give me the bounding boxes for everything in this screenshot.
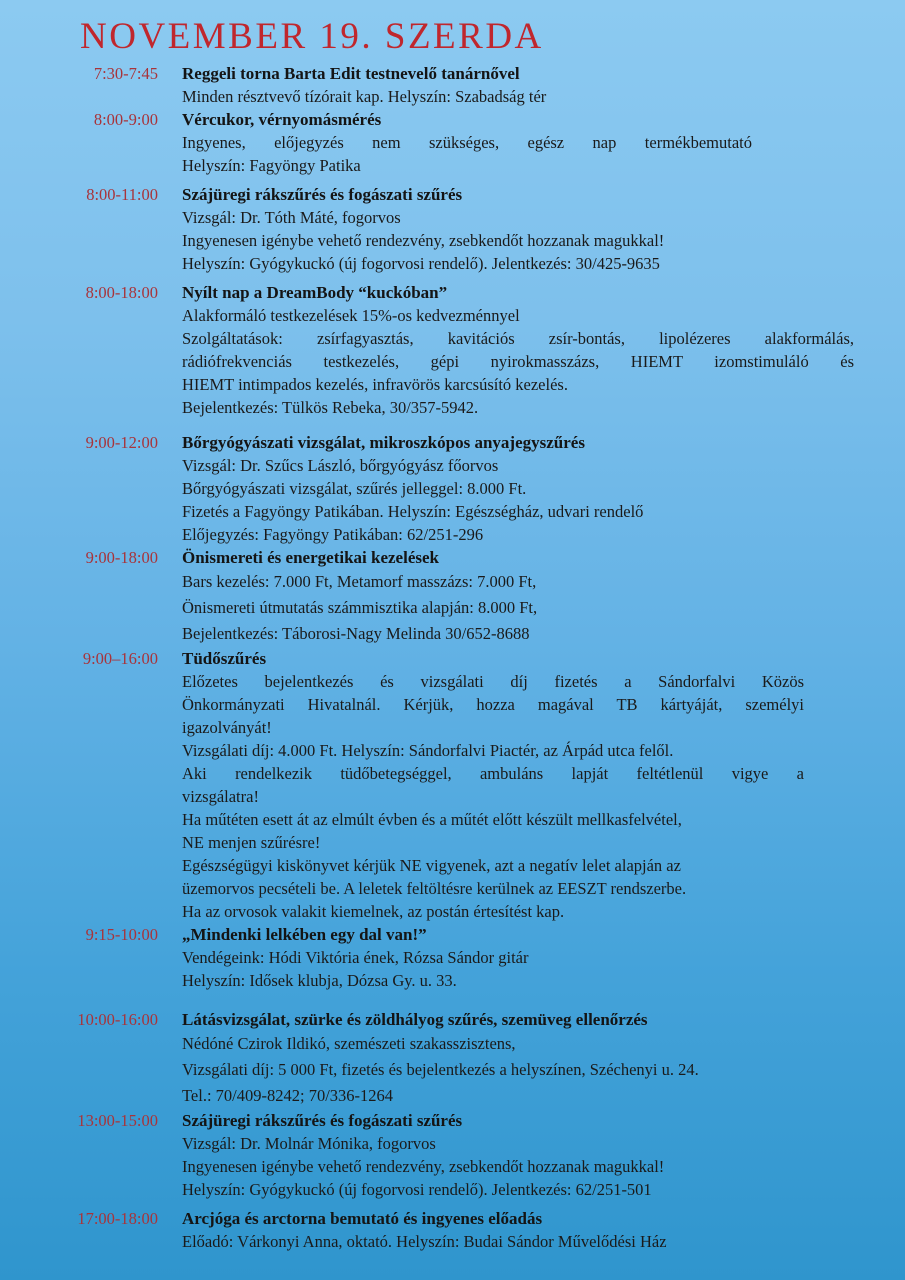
event-item	[0, 183, 905, 275]
event-detail: Előjegyzés: Fagyöngy Patikában: 62/251-296	[182, 525, 484, 544]
event-title: Nyílt nap a DreamBody “kuckóban”	[182, 283, 448, 302]
event-item	[0, 1008, 905, 1109]
event-detail: Helyszín: Gyógykuckó (új fogorvosi rendelő). Jelentkezés: 62/251-501	[182, 1180, 652, 1199]
event-detail: Helyszín: Gyógykuckó (új fogorvosi rendelő). Jelentkezés: 30/425-9635	[182, 254, 660, 273]
page-title: NOVEMBER 19. SZERDA	[80, 16, 544, 57]
event-detail: Önismereti útmutatás számmisztika alapján: 8.000 Ft,	[182, 598, 538, 617]
event-item	[0, 1109, 905, 1201]
event-detail: Előzetes bejelentkezés és vizsgálati díj fizetés a Sándorfalvi Közös	[182, 672, 804, 691]
event-detail: Önkormányzati Hivatalnál. Kérjük, hozza magával TB kártyáját, személyi	[182, 695, 804, 714]
event-title: Szájüregi rákszűrés és fogászati szűrés	[182, 185, 463, 204]
event-item	[0, 281, 905, 419]
event-item	[0, 62, 905, 108]
event-title: Reggeli torna Barta Edit testnevelő tanárnővel	[182, 64, 520, 83]
event-detail: vizsgálatra!	[182, 787, 259, 806]
event-detail: Vizsgál: Dr. Szűcs László, bőrgyógyász főorvos	[182, 456, 499, 475]
event-detail: Bőrgyógyászati vizsgálat, szűrés jelleggel: 8.000 Ft.	[182, 479, 527, 498]
event-item	[0, 1207, 905, 1253]
event-schedule	[0, 62, 905, 1253]
event-detail: Ha műtéten esett át az elmúlt évben és a műtét előtt készült mellkasfelvétel,	[182, 810, 682, 829]
event-detail: Aki rendelkezik tüdőbetegséggel, ambuláns lapját feltétlenül vigye a	[182, 764, 804, 783]
event-detail: Előadó: Várkonyi Anna, oktató. Helyszín: Budai Sándor Művelődési Ház	[182, 1232, 667, 1251]
event-title: „Mindenki lelkében egy dal van!”	[182, 925, 427, 944]
event-time: 13:00-15:00	[77, 1111, 158, 1130]
event-detail: Alakformáló testkezelések 15%-os kedvezménnyel	[182, 306, 520, 325]
event-title: Tüdőszűrés	[182, 649, 267, 668]
event-title: Vércukor, vérnyomásmérés	[182, 110, 382, 129]
event-detail: Ha az orvosok valakit kiemelnek, az postán értesítést kap.	[182, 902, 565, 921]
event-detail: Fizetés a Fagyöngy Patikában. Helyszín: Egészségház, udvari rendelő	[182, 502, 644, 521]
event-detail: Bejelentkezés: Tülkös Rebeka, 30/357-5942.	[182, 398, 479, 417]
event-time: 10:00-16:00	[77, 1010, 158, 1029]
event-detail: Vizsgál: Dr. Tóth Máté, fogorvos	[182, 208, 401, 227]
event-detail: Ingyenes, előjegyzés nem szükséges, egész nap termékbemutató	[182, 133, 752, 152]
event-item	[0, 546, 905, 647]
event-item	[0, 431, 905, 546]
event-detail: Ingyenesen igénybe vehető rendezvény, zsebkendőt hozzanak magukkal!	[182, 1157, 665, 1176]
event-time: 9:00-18:00	[85, 548, 158, 567]
event-time: 9:00–16:00	[82, 649, 158, 668]
event-title: Látásvizsgálat, szürke és zöldhályog szűrés, szemüveg ellenőrzés	[182, 1010, 648, 1029]
event-detail: Egészségügyi kiskönyvet kérjük NE vigyenek, azt a negatív lelet alapján az	[182, 856, 681, 875]
event-detail: Ingyenesen igénybe vehető rendezvény, zsebkendőt hozzanak magukkal!	[182, 231, 665, 250]
event-detail: Bejelentkezés: Táborosi-Nagy Melinda 30/652-8688	[182, 624, 530, 643]
event-detail: Vendégeink: Hódi Viktória ének, Rózsa Sándor gitár	[182, 948, 529, 967]
event-time: 17:00-18:00	[77, 1209, 158, 1228]
event-detail: Bars kezelés: 7.000 Ft, Metamorf masszázs: 7.000 Ft,	[182, 572, 537, 591]
event-detail: Vizsgálati díj: 5 000 Ft, fizetés és bejelentkezés a helyszínen, Széchenyi u. 24.	[182, 1060, 699, 1079]
event-item	[0, 923, 905, 992]
event-detail: Nédóné Czirok Ildikó, szemészeti szakasszisztens,	[182, 1034, 516, 1053]
event-title: Arcjóga és arctorna bemutató és ingyenes előadás	[182, 1209, 543, 1228]
event-detail: üzemorvos pecsételi be. A leletek feltöltésre kerülnek az EESZT rendszerbe.	[182, 879, 687, 898]
event-time: 7:30-7:45	[93, 64, 158, 83]
event-detail: Szolgáltatások: zsírfagyasztás, kavitációs zsír-bontás, lipolézeres alakformálás,	[182, 329, 854, 348]
event-item	[0, 108, 905, 177]
event-detail: igazolványát!	[182, 718, 272, 737]
event-time: 8:00-18:00	[85, 283, 158, 302]
event-detail: Vizsgálati díj: 4.000 Ft. Helyszín: Sándorfalvi Piactér, az Árpád utca felől.	[182, 741, 674, 760]
event-title: Önismereti és energetikai kezelések	[182, 548, 439, 567]
event-detail: Helyszín: Fagyöngy Patika	[182, 156, 361, 175]
event-detail: Helyszín: Idősek klubja, Dózsa Gy. u. 33.	[182, 971, 457, 990]
event-title: Szájüregi rákszűrés és fogászati szűrés	[182, 1111, 463, 1130]
event-item	[0, 647, 905, 923]
event-detail: Vizsgál: Dr. Molnár Mónika, fogorvos	[182, 1134, 436, 1153]
event-detail: rádiófrekvenciás testkezelés, gépi nyirokmasszázs, HIEMT izomstimuláló és	[182, 352, 854, 371]
event-title: Bőrgyógyászati vizsgálat, mikroszkópos anyajegyszűrés	[182, 433, 585, 452]
event-time: 9:15-10:00	[85, 925, 158, 944]
event-detail: HIEMT intimpados kezelés, infravörös karcsúsító kezelés.	[182, 375, 568, 394]
event-detail: Minden résztvevő tízórait kap. Helyszín: Szabadság tér	[182, 87, 547, 106]
event-time: 8:00-11:00	[86, 185, 158, 204]
event-detail: NE menjen szűrésre!	[182, 833, 321, 852]
event-detail: Tel.: 70/409-8242; 70/336-1264	[182, 1086, 394, 1105]
event-time: 8:00-9:00	[93, 110, 158, 129]
event-time: 9:00-12:00	[85, 433, 158, 452]
